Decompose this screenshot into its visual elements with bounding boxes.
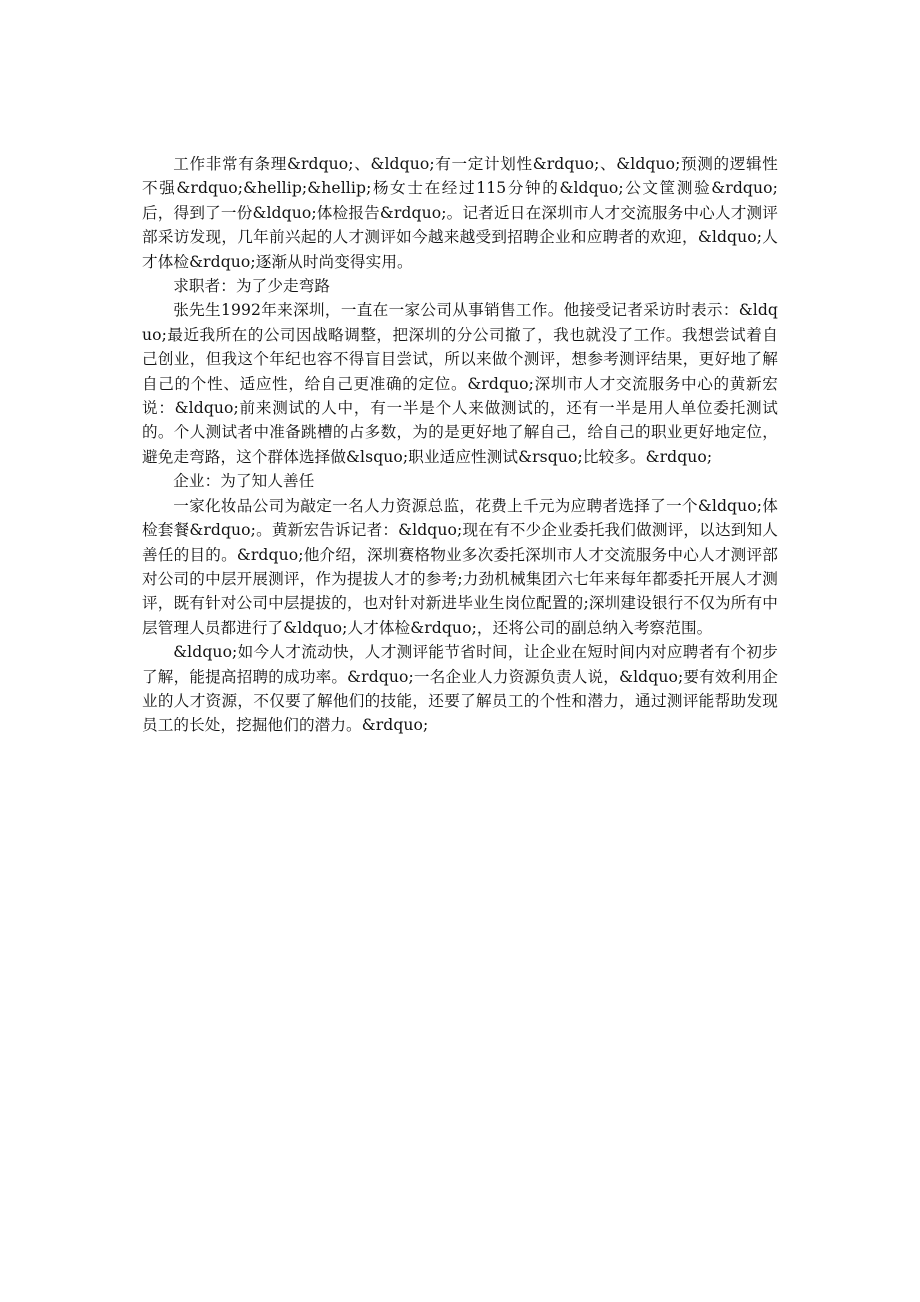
section-heading-enterprises: 企业：为了知人善任 [173,472,315,491]
paragraph-enterprises: 一家化妆品公司为敲定一名人力资源总监，花费上千元为应聘者选择了一个&ldquo;体检套餐&rdquo;。黄新宏告诉记者：&ldquo;现在有不少企业委托我们做测评，以达到知人善任的目的。&rdquo;他介绍，深圳赛格物业多次委托深圳市人才交流服务中心人才测评部对公司的中层开展测评，作为提拔人才的参考;力劲机械集团六七年来每年都委托开展人才测评，既有针对公司中层提拔的，也对针对新进毕业生岗位配置的;深圳建设银行不仅为所有中层管理人员都进行了&ldquo;人才体检&rdquo;，还将公司的副总纳入考察范围。 [142,496,778,637]
document-page [142,152,778,738]
paragraph-intro: 工作非常有条理&rdquo;、&ldquo;有一定计划性&rdquo;、&ldquo;预测的逻辑性不强&rdquo;&hellip;&hellip;杨女士在经过115分钟的&ldquo;公文筐测验&rdquo;后，得到了一份&ldquo;体检报告&rdquo;。记者近日在深圳市人才交流服务中心人才测评部采访发现，几年前兴起的人才测评如今越来越受到招聘企业和应聘者的欢迎，&ldquo;人才体检&rdquo;逐渐从时尚变得实用。 [142,155,778,271]
paragraph-job-seekers: 张先生1992年来深圳，一直在一家公司从事销售工作。他接受记者采访时表示：&ldquo;最近我所在的公司因战略调整，把深圳的分公司撤了，我也就没了工作。我想尝试着自己创业，但我这个年纪也容不得盲目尝试，所以来做个测评，想参考测评结果，更好地了解自己的个性、适应性，给自己更准确的定位。&rdquo;深圳市人才交流服务中心的黄新宏说：&ldquo;前来测试的人中，有一半是个人来做测试的，还有一半是用人单位委托测试的。个人测试者中准备跳槽的占多数，为的是更好地了解自己，给自己的职业更好地定位，避免走弯路，这个群体选择做&lsquo;职业适应性测试&rsquo;比较多。&rdquo; [142,301,778,466]
section-heading-job-seekers: 求职者：为了少走弯路 [173,277,331,296]
paragraph-conclusion: &ldquo;如今人才流动快，人才测评能节省时间，让企业在短时间内对应聘者有个初步了解，能提高招聘的成功率。&rdquo;一名企业人力资源负责人说，&ldquo;要有效利用企业的人才资源，不仅要了解他们的技能，还要了解员工的个性和潜力，通过测评能帮助发现员工的长处，挖掘他们的潜力。&rdquo; [142,643,778,735]
